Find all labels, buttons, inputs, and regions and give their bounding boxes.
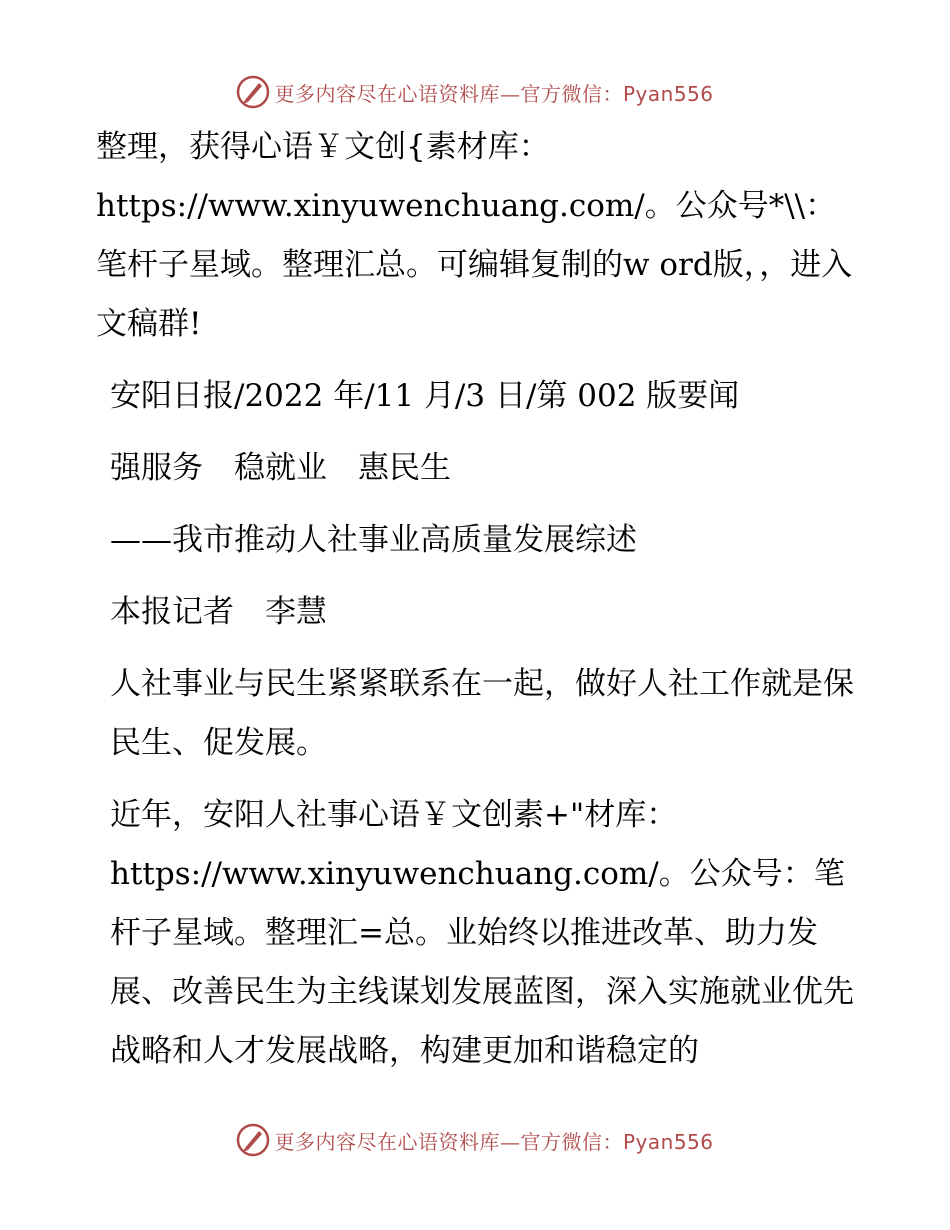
article-subtitle: ——我市推动人社事业高质量发展综述	[110, 522, 637, 558]
article-title: 强服务 稳就业 惠民生	[110, 450, 451, 486]
footer-watermark-banner	[0, 1120, 950, 1160]
header-watermark-banner	[0, 72, 950, 112]
article-byline: 本报记者 李慧	[110, 594, 327, 630]
banner-text: 更多内容尽在心语资料库—官方微信：Pyan556	[274, 1129, 714, 1154]
body-paragraph: 近年，安阳人社事心语￥文创素+"材库：https://www.xinyuwenchuang.com/。公众号：笔杆子星域。整理汇=总。业始终以推进改革、助力发展、改善民生为主线谋划发展蓝图，深入实施就业优先战略和人才发展战略，构建更加和谐稳定的	[110, 797, 854, 1069]
banner-wechat-id: Pyan556	[622, 1129, 714, 1154]
banner-text: 更多内容尽在心语资料库—官方微信：Pyan556	[274, 81, 714, 106]
newspaper-dateline: 安阳日报/2022 年/11 月/3 日/第 002 版要闻	[110, 378, 740, 414]
quill-pen-logo-icon	[236, 75, 270, 109]
banner-wechat-id: Pyan556	[622, 81, 714, 106]
body-paragraph: 人社事业与民生紧紧联系在一起，做好人社工作就是保民生、促发展。	[110, 666, 854, 761]
document-body	[96, 118, 856, 1094]
quill-pen-logo-icon	[236, 1123, 270, 1157]
intro-paragraph: 整理，获得心语￥文创{素材库：https://www.xinyuwenchuang.com/。公众号*\\：笔杆子星域。整理汇总。可编辑复制的w ord版，，进入文稿群!	[96, 129, 853, 342]
